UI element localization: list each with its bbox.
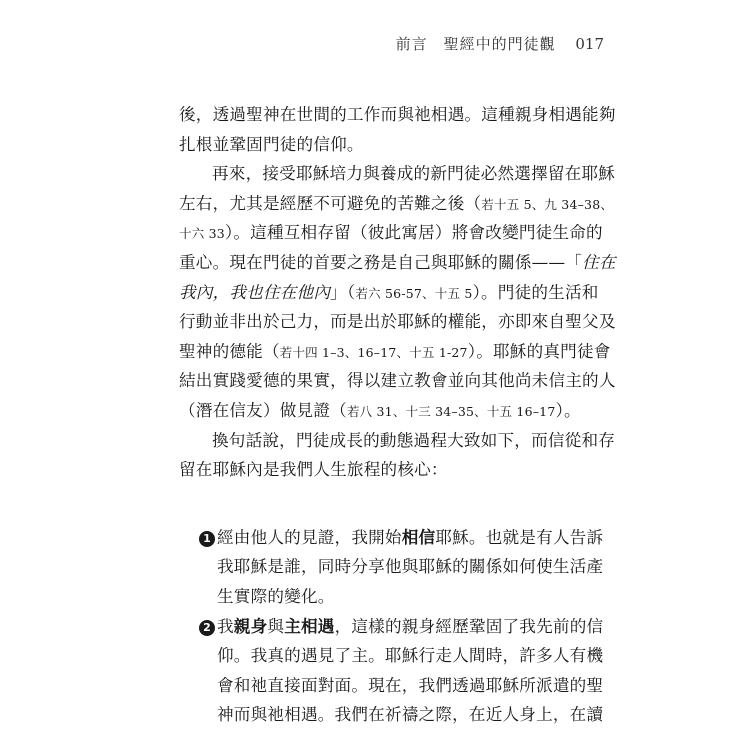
text-span: 我: [217, 616, 234, 636]
scripture-quote: 住在: [582, 252, 616, 272]
paragraph-2-line-9: [179, 396, 581, 426]
list-item-1-line-3: 生實際的變化。: [217, 586, 335, 606]
text-span: 重心。現在門徒的首要之務是自己與耶穌的關係——「: [179, 252, 583, 272]
list-item-1-line-1: [179, 523, 604, 553]
scripture-quote: 我內，我也住在他內: [179, 282, 331, 302]
scripture-reference: 若十五 5、九 34–38、: [481, 196, 614, 212]
emphasis-text: 主相遇: [284, 616, 335, 636]
paragraph-2-line-6: 行動並非出於己力，而是出於耶穌的權能，亦即來自聖父及: [179, 312, 616, 332]
paragraph-1-line-2: 扎根並鞏固門徒的信仰。: [179, 134, 364, 154]
number-2-badge-icon: 2: [199, 620, 215, 636]
text-span: ）。耶穌的真門徒會: [467, 341, 611, 361]
text-span: 耶穌。也就是有人告訴: [435, 527, 604, 547]
text-span: ）。這種互相存留（彼此寓居）將會改變門徒生命的: [224, 223, 603, 243]
number-1-badge-icon: 1: [199, 531, 215, 547]
paragraph-2-line-4: [179, 248, 616, 278]
list-item-2-line-2: 仰。我真的遇見了主。耶穌行走人間時，許多人有機: [217, 646, 604, 666]
running-header: [396, 33, 604, 54]
list-item-2-line-1: [179, 612, 604, 642]
text-span: ）。門徒的生活和: [472, 282, 599, 302]
section-gap: [179, 485, 574, 523]
text-span: 與: [267, 616, 285, 636]
paragraph-2-line-8: 結出實踐愛德的果實，得以建立教會並向其他尚未信主的人: [179, 371, 616, 391]
list-item-2-line-3: 會和祂直接面對面。現在，我們透過耶穌所派遣的聖: [217, 675, 604, 695]
scripture-reference: 十六 33: [179, 226, 225, 242]
chapter-title: 前言 聖經中的門徒觀: [395, 35, 556, 53]
scripture-reference: 若十四 1–3、16–17、十五 1-27: [279, 344, 468, 360]
text-span: 左右，尤其是經歷不可避免的苦難之後（: [179, 193, 482, 213]
scripture-reference: 若六 56-57、十五 5: [355, 285, 473, 301]
paragraph-2-line-2: [179, 189, 614, 219]
text-span: ，這樣的親身經歷鞏固了我先前的信: [334, 616, 604, 636]
paragraph-1-line-1: 後，透過聖神在世間的工作而與祂相遇。這種親身相遇能夠: [179, 105, 616, 124]
scripture-reference: 若八 31、十三 34–35、十五 16–17: [346, 403, 556, 419]
paragraph-2-line-7: [179, 337, 611, 367]
paragraph-3-line-1: 換句話說，門徒成長的動態過程大致如下，而信從和存: [212, 430, 616, 450]
paragraph-3-line-2: 留在耶穌內是我們人生旅程的核心：: [179, 460, 448, 480]
page-number: 017: [575, 35, 604, 53]
paragraph-2-line-1: 再來，接受耶穌培力與養成的新門徒必然選擇留在耶穌: [212, 164, 616, 184]
text-span: 經由他人的見證，我開始: [217, 527, 402, 547]
text-span: 聖神的德能（: [179, 341, 280, 361]
list-item-1-line-2: 我耶穌是誰，同時分享他與耶穌的關係如何使生活產: [217, 557, 604, 577]
emphasis-text: 相信: [401, 527, 436, 547]
body-text: [179, 100, 616, 730]
paragraph-2-line-3: [179, 218, 603, 248]
text-span: 」（: [330, 282, 356, 302]
text-span: ）。: [555, 400, 581, 420]
list-item-2-line-4: 神而與祂相遇。我們在祈禱之際，在近人身上，在讀: [217, 705, 604, 725]
text-span: （潛在信友）做見證（: [179, 400, 347, 420]
emphasis-text: 親身: [233, 616, 268, 636]
paragraph-2-line-5: [179, 278, 599, 308]
